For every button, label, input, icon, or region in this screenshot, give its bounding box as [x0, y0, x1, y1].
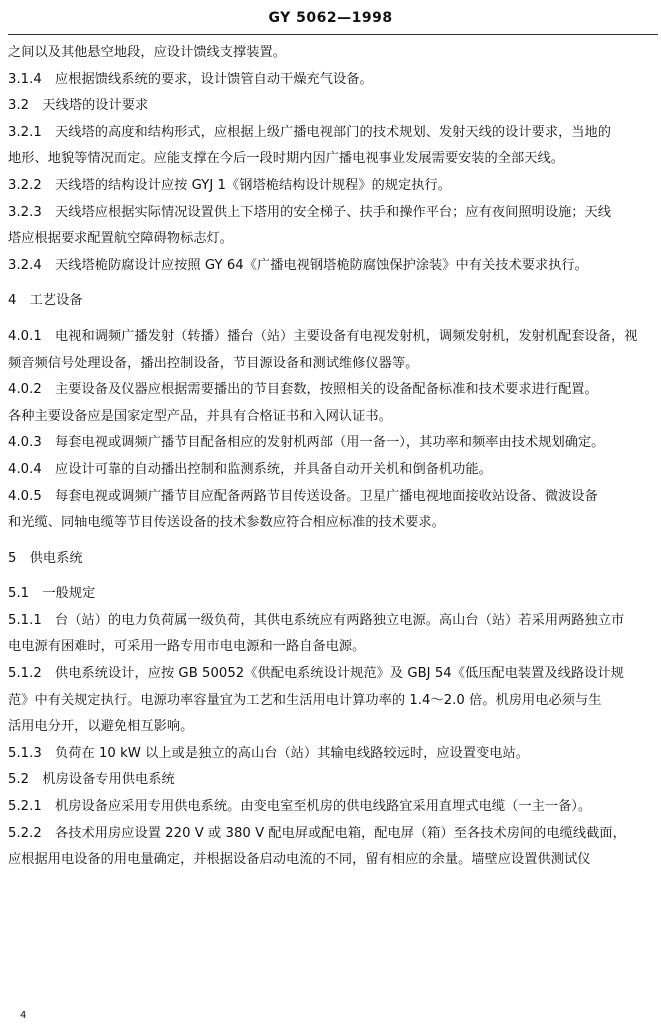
- text-line: 地形、地貌等情况而定。应能支撑在今后一段时期内因广播电视事业发展需要安装的全部天线。: [8, 151, 564, 167]
- text-line: 5.2.1 机房设备应采用专用供电系统。由变电室至机房的供电线路宜采用直埋式电缆（一主一备）。: [8, 799, 592, 815]
- text-line: 各种主要设备应是国家定型产品，并具有合格证书和入网认证书。: [8, 408, 392, 424]
- page-header: GY 5062—1998: [268, 10, 393, 26]
- text-line: 3.2.2 天线塔的结构设计应按 GYJ 1《钢塔桅结构设计规程》的规定执行。: [8, 177, 452, 193]
- text-line: 5.2.2 各技术用房应设置 220 V 或 380 V 配电屏或配电箱，配电屏（箱）至各技术房间的电缆线截面，: [8, 825, 626, 841]
- text-line: 应根据用电设备的用电量确定，并根据设备启动电流的不同，留有相应的余量。墙壁应设置供测试仪: [8, 852, 591, 868]
- section-heading-3-2: 3.2 天线塔的设计要求: [8, 98, 149, 114]
- text-line: 5.1.2 供电系统设计，应按 GB 50052《供配电系统设计规范》及 GBJ 54《低压配电装置及线路设计规: [8, 666, 624, 682]
- section-heading-5-1: 5.1 一般规定: [8, 586, 96, 602]
- text-line: 塔应根据要求配置航空障碍物标志灯。: [8, 231, 234, 247]
- text-line: 3.2.3 天线塔应根据实际情况设置供上下塔用的安全梯子、扶手和操作平台；应有夜间照明设施；天线: [8, 204, 612, 220]
- text-line: 4.0.3 每套电视或调频广播节目配备相应的发射机两部（用一备一），其功率和频率由技术规划确定。: [8, 435, 605, 451]
- text-line: 3.1.4 应根据馈线系统的要求，设计馈管自动干燥充气设备。: [8, 71, 373, 87]
- text-line: 5.1.1 台（站）的电力负荷属一级负荷，其供电系统应有两路独立电源。高山台（站）若采用两路独立市: [8, 612, 625, 628]
- document-body: [8, 40, 658, 874]
- text-line: 之间以及其他悬空地段，应设计馈线支撑装置。: [8, 45, 286, 60]
- page-number: 4: [20, 1010, 27, 1021]
- text-line: 范》中有关规定执行。电源功率容量宜为工艺和生活用电计算功率的 1.4～2.0 倍。机房用电必须与生: [8, 692, 602, 708]
- text-line: 4.0.5 每套电视或调频广播节目应配备两路节目传送设备。卫星广播电视地面接收站设备、微波设备: [8, 488, 598, 504]
- text-line: 频音频信号处理设备，播出控制设备，节目源设备和测试维修仪器等。: [8, 355, 419, 371]
- section-heading-4: 4 工艺设备: [8, 293, 83, 309]
- header-rule: [8, 34, 658, 35]
- text-line: 4.0.2 主要设备及仪器应根据需要播出的节目套数，按照相关的设备配备标准和技术要求进行配置。: [8, 382, 598, 398]
- text-line: 3.2.4 天线塔桅防腐设计应按照 GY 64《广播电视钢塔桅防腐蚀保护涂装》中有关技术要求执行。: [8, 257, 588, 273]
- text-line: 活用电分开，以避免相互影响。: [8, 719, 194, 735]
- text-line: 4.0.4 应设计可靠的自动播出控制和监测系统，并具备自动开关机和倒备机功能。: [8, 461, 492, 477]
- text-line: 5.1.3 负荷在 10 kW 以上或是独立的高山台（站）其输电线路较远时，应设置变电站。: [8, 745, 530, 761]
- text-line: 电电源有困难时，可采用一路专用市电电源和一路自备电源。: [8, 639, 366, 655]
- section-heading-5: 5 供电系统: [8, 550, 83, 566]
- text-line: 和光缆、同轴电缆等节目传送设备的技术参数应符合相应标准的技术要求。: [8, 515, 445, 531]
- section-heading-5-2: 5.2 机房设备专用供电系统: [8, 772, 175, 788]
- text-line: 3.2.1 天线塔的高度和结构形式，应根据上级广播电视部门的技术规划、发射天线的设计要求，当地的: [8, 124, 612, 140]
- text-line: 4.0.1 电视和调频广播发射（转播）播台（站）主要设备有电视发射机，调频发射机，发射机配套设备，视: [8, 328, 638, 344]
